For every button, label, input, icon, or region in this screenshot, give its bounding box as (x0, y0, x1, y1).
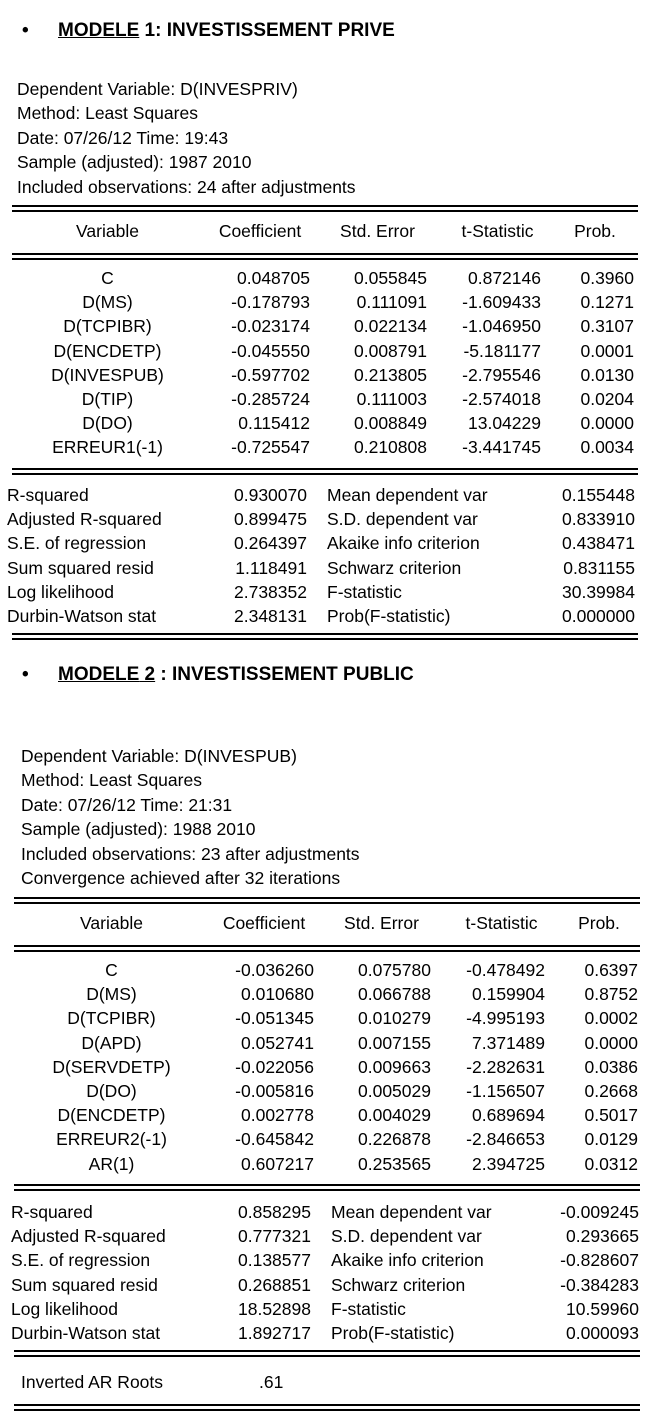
t-statistic-value: -1.609433 (462, 292, 541, 313)
prob-value: 0.3960 (580, 268, 634, 288)
prob-value: 0.0130 (580, 364, 634, 385)
std-error-value: 0.253565 (358, 1153, 431, 1174)
t-statistic-value: -2.795546 (462, 364, 541, 385)
stat-label: Prob(F-statistic) (327, 606, 451, 626)
stat-label: S.D. dependent var (327, 509, 478, 530)
std-error-value: 0.066788 (358, 984, 431, 1005)
divider (14, 897, 640, 904)
stat-value: 0.833910 (562, 509, 635, 530)
coefficient-row (14, 1129, 644, 1153)
variable-name: D(ENCDETP) (53, 340, 162, 361)
t-statistic-value: 13.04229 (468, 413, 541, 434)
stat-value: 0.000000 (562, 606, 635, 626)
statistic-row (11, 1250, 641, 1274)
variable-name: D(DO) (82, 413, 133, 434)
stat-value: 2.348131 (234, 606, 307, 626)
coefficient-value: 0.607217 (241, 1153, 314, 1174)
t-statistic-value: -0.478492 (466, 960, 545, 980)
stat-value: 0.858295 (238, 1202, 311, 1222)
coefficient-value: 0.115412 (238, 413, 310, 434)
t-statistic-value: -4.995193 (466, 1008, 545, 1029)
std-error-value: 0.055845 (354, 268, 427, 288)
variable-name: D(ENCDETP) (57, 1105, 166, 1126)
column-header: Coefficient (218, 221, 302, 241)
prob-value: 0.0001 (580, 340, 634, 361)
prob-value: 0.0386 (584, 1056, 638, 1077)
column-header: Variable (76, 221, 139, 241)
divider (12, 633, 638, 640)
prob-value: 0.0312 (584, 1153, 638, 1174)
stat-value: 0.155448 (562, 485, 635, 505)
t-statistic-value: 7.371489 (472, 1032, 545, 1053)
divider (14, 945, 640, 952)
stat-label: Mean dependent var (331, 1202, 492, 1222)
sample: Sample (adjusted): 1987 2010 (17, 152, 252, 173)
coefficient-value: 0.002778 (241, 1105, 314, 1126)
variable-name: AR(1) (88, 1153, 135, 1174)
t-statistic-value: -1.156507 (466, 1081, 545, 1101)
coefficient-value: 0.010680 (241, 984, 314, 1005)
statistic-row (7, 558, 637, 582)
stat-value: 0.831155 (563, 557, 635, 578)
coefficient-row (14, 1081, 644, 1105)
method: Method: Least Squares (21, 770, 202, 791)
statistic-row (11, 1226, 641, 1250)
std-error-value: 0.005029 (358, 1081, 431, 1101)
coefficient-value: -0.725547 (231, 437, 310, 458)
stat-value: -0.384283 (560, 1274, 639, 1295)
convergence: Convergence achieved after 32 iterations (21, 868, 341, 889)
variable-name: D(MS) (82, 292, 133, 313)
statistic-row (11, 1323, 641, 1347)
variable-name: D(APD) (81, 1032, 142, 1053)
coefficient-row (10, 413, 640, 437)
column-header: t-Statistic (461, 221, 534, 241)
divider (14, 1350, 640, 1357)
coefficient-row (14, 1057, 644, 1081)
coefficient-row (14, 1008, 644, 1032)
stat-value: 30.39984 (562, 581, 635, 602)
coefficient-row (10, 389, 640, 413)
stat-label: S.E. of regression (7, 533, 147, 554)
stat-label: Mean dependent var (327, 485, 488, 505)
bullet-icon: • (22, 20, 29, 41)
coefficient-row (14, 1105, 644, 1129)
stat-value: 0.438471 (562, 533, 635, 554)
sample: Sample (adjusted): 1988 2010 (21, 819, 256, 840)
model1-heading: • MODELE 1: INVESTISSEMENT PRIVE (22, 20, 395, 41)
stat-label: Log likelihood (11, 1298, 119, 1319)
stat-value: 0.264397 (234, 533, 307, 554)
coefficient-value: -0.285724 (231, 389, 310, 409)
coefficient-row (14, 984, 644, 1008)
column-header: Coefficient (222, 913, 306, 933)
prob-value: 0.8752 (584, 984, 638, 1005)
std-error-value: 0.009663 (358, 1056, 431, 1077)
coefficient-value: -0.022056 (235, 1056, 314, 1077)
prob-value: 0.5017 (584, 1105, 638, 1126)
stat-value: 0.930070 (234, 485, 307, 505)
stat-label: Akaike info criterion (327, 533, 480, 554)
variable-name: ERREUR2(-1) (56, 1129, 167, 1150)
variable-name: D(DO) (86, 1081, 137, 1101)
coefficient-value: -0.597702 (231, 364, 310, 385)
roots-value: .61 (259, 1372, 284, 1392)
t-statistic-value: -5.181177 (463, 340, 541, 361)
variable-name: D(MS) (86, 984, 137, 1005)
coefficient-row (10, 341, 640, 365)
std-error-value: 0.004029 (358, 1105, 431, 1126)
stat-label: Log likelihood (7, 581, 115, 602)
statistic-row (11, 1202, 641, 1226)
std-error-value: 0.111091 (356, 292, 427, 313)
t-statistic-value: -2.846653 (466, 1129, 545, 1150)
model2-header (21, 744, 360, 890)
observations: Included observations: 24 after adjustments (17, 176, 356, 197)
divider (12, 468, 638, 475)
prob-value: 0.1271 (580, 292, 634, 313)
stat-label: Prob(F-statistic) (331, 1323, 455, 1343)
statistic-row (7, 485, 637, 509)
column-header: Prob. (574, 221, 616, 241)
column-header: Prob. (578, 913, 620, 933)
statistic-row (7, 582, 637, 606)
std-error-value: 0.008791 (354, 340, 427, 361)
roots-label: Inverted AR Roots (21, 1372, 164, 1392)
column-header: Std. Error (340, 221, 415, 241)
t-statistic-value: -2.282631 (466, 1056, 545, 1077)
stat-label: F-statistic (327, 581, 402, 602)
t-statistic-value: 2.394725 (472, 1153, 545, 1174)
column-header-row (14, 913, 644, 937)
divider (12, 205, 638, 212)
stat-value: -0.009245 (560, 1202, 639, 1222)
stat-value: 0.899475 (234, 509, 307, 530)
dependent-variable: Dependent Variable: D(INVESPRIV) (17, 79, 298, 99)
prob-value: 0.3107 (580, 316, 634, 337)
stat-value: 0.268851 (238, 1274, 311, 1295)
divider (12, 253, 638, 260)
stat-value: 0.138577 (238, 1250, 311, 1271)
stat-value: -0.828607 (560, 1250, 639, 1271)
prob-value: 0.0129 (584, 1129, 638, 1150)
model2-heading: • MODELE 2 : INVESTISSEMENT PUBLIC (22, 664, 414, 685)
coefficient-value: -0.023174 (231, 316, 310, 337)
std-error-value: 0.111003 (356, 389, 427, 409)
stat-label: Schwarz criterion (331, 1274, 466, 1295)
statistic-row (7, 533, 637, 557)
coefficient-row (14, 1033, 644, 1057)
t-statistic-value: -1.046950 (462, 316, 541, 337)
stat-label: Durbin-Watson stat (11, 1323, 161, 1343)
variable-name: D(SERVDETP) (52, 1056, 171, 1077)
method: Method: Least Squares (17, 103, 198, 124)
variable-name: D(TCPIBR) (63, 316, 152, 337)
coefficient-row (10, 437, 640, 461)
coefficient-row (10, 365, 640, 389)
divider (14, 1404, 640, 1411)
stat-value: 2.738352 (234, 581, 307, 602)
stat-label: Durbin-Watson stat (7, 606, 157, 626)
variable-name: D(TIP) (81, 389, 134, 409)
std-error-value: 0.213805 (354, 364, 427, 385)
stat-label: F-statistic (331, 1298, 406, 1319)
column-header: Std. Error (344, 913, 419, 933)
column-header-row (10, 221, 640, 245)
stat-label: S.E. of regression (11, 1250, 151, 1271)
coefficient-row (10, 268, 640, 292)
stat-value: 0.293665 (566, 1226, 639, 1247)
coefficient-value: -0.005816 (235, 1081, 314, 1101)
t-statistic-value: 0.159904 (472, 984, 545, 1005)
stat-label: Adjusted R-squared (7, 509, 162, 530)
prob-value: 0.0000 (584, 1032, 638, 1053)
t-statistic-value: -3.441745 (462, 437, 541, 458)
std-error-value: 0.010279 (358, 1008, 431, 1029)
std-error-value: 0.210808 (354, 437, 427, 458)
stat-label: Sum squared resid (7, 557, 154, 578)
std-error-value: 0.075780 (358, 960, 431, 980)
std-error-value: 0.007155 (358, 1032, 431, 1053)
stat-label: Adjusted R-squared (11, 1226, 166, 1247)
std-error-value: 0.226878 (358, 1129, 431, 1150)
statistic-row (7, 509, 637, 533)
t-statistic-value: 0.872146 (468, 268, 541, 288)
t-statistic-value: 0.689694 (472, 1105, 545, 1126)
coefficient-value: 0.048705 (237, 268, 310, 288)
date-time: Date: 07/26/12 Time: 19:43 (17, 127, 229, 148)
coefficient-value: -0.045550 (231, 340, 310, 361)
coefficient-value: -0.178793 (231, 292, 310, 313)
prob-value: 0.0000 (580, 413, 634, 434)
variable-name: C (105, 960, 118, 980)
coefficient-value: 0.052741 (241, 1032, 314, 1053)
statistic-row (7, 606, 637, 630)
stat-value: 0.000093 (566, 1323, 639, 1343)
stat-label: S.D. dependent var (331, 1226, 482, 1247)
coefficient-value: -0.645842 (235, 1129, 314, 1150)
coefficient-row (10, 316, 640, 340)
column-header: t-Statistic (465, 913, 538, 933)
stat-label: R-squared (7, 485, 89, 505)
variable-name: D(TCPIBR) (67, 1008, 156, 1029)
coefficient-row (14, 1154, 644, 1178)
coefficient-value: -0.036260 (235, 960, 314, 980)
column-header: Variable (80, 913, 143, 933)
date-time: Date: 07/26/12 Time: 21:31 (21, 794, 233, 815)
std-error-value: 0.022134 (354, 316, 427, 337)
bullet-icon: • (22, 664, 29, 685)
statistic-row (11, 1299, 641, 1323)
stat-value: 1.892717 (238, 1323, 311, 1343)
stat-value: 10.59960 (566, 1298, 639, 1319)
observations: Included observations: 23 after adjustments (21, 843, 360, 864)
prob-value: 0.0204 (580, 389, 634, 409)
stat-value: 1.118491 (235, 557, 307, 578)
stat-label: Akaike info criterion (331, 1250, 484, 1271)
prob-value: 0.0034 (580, 437, 634, 458)
coefficient-row (14, 960, 644, 984)
variable-name: D(INVESPUB) (51, 364, 164, 385)
stat-label: Sum squared resid (11, 1274, 158, 1295)
dependent-variable: Dependent Variable: D(INVESPUB) (21, 746, 297, 766)
stat-label: Schwarz criterion (327, 557, 462, 578)
t-statistic-value: -2.574018 (462, 389, 541, 409)
stat-value: 18.52898 (238, 1298, 311, 1319)
model1-header (17, 77, 356, 199)
divider (14, 1184, 640, 1191)
variable-name: ERREUR1(-1) (52, 437, 163, 458)
variable-name: C (101, 268, 114, 288)
stat-value: 0.777321 (238, 1226, 311, 1247)
std-error-value: 0.008849 (354, 413, 427, 434)
prob-value: 0.6397 (584, 960, 638, 980)
stat-label: R-squared (11, 1202, 93, 1222)
prob-value: 0.0002 (584, 1008, 638, 1029)
statistic-row (11, 1275, 641, 1299)
coefficient-value: -0.051345 (235, 1008, 314, 1029)
coefficient-row (10, 292, 640, 316)
prob-value: 0.2668 (584, 1081, 638, 1101)
